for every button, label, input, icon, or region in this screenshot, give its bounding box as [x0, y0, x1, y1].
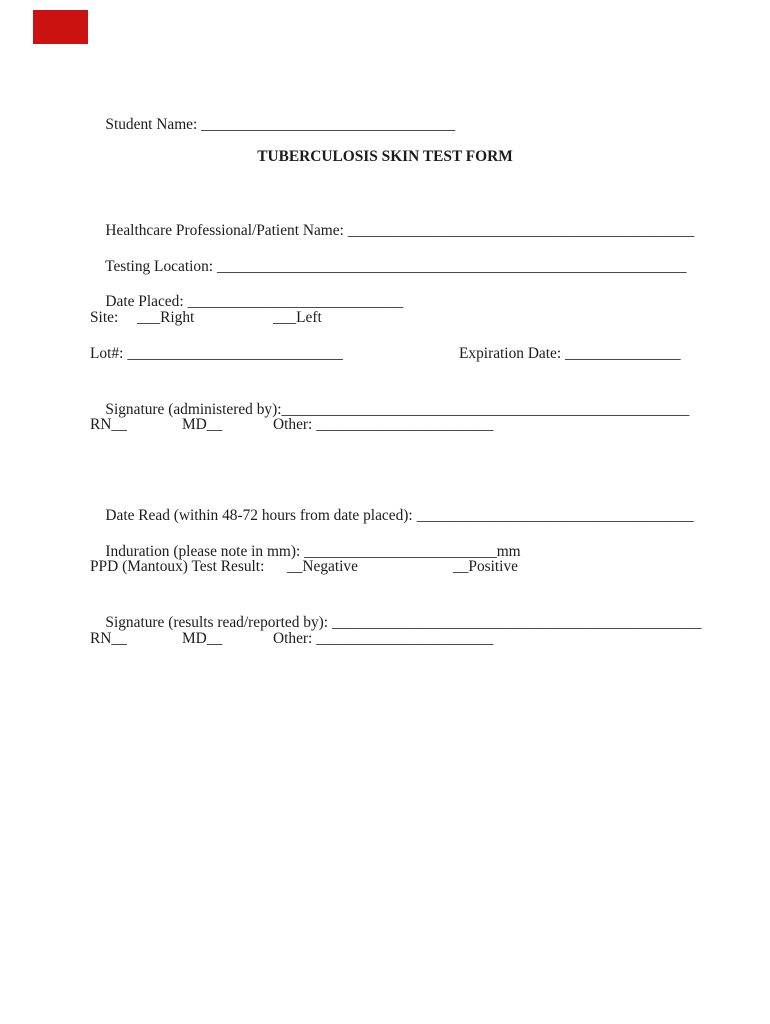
- expiration-date-label: Expiration Date:: [459, 345, 562, 362]
- red-marker-box: [33, 10, 88, 44]
- other-group-1: [273, 415, 493, 435]
- other-blank-1[interactable]: _______________________: [316, 416, 494, 433]
- healthcare-name-label: Healthcare Professional/Patient Name:: [105, 222, 344, 239]
- expiration-group: [459, 344, 681, 364]
- ppd-negative-option[interactable]: __Negative: [287, 558, 358, 575]
- other-label-2: Other:: [273, 630, 313, 647]
- lot-label: Lot#:: [90, 345, 124, 362]
- student-name-row: [90, 95, 710, 155]
- site-right-option[interactable]: ___Right: [137, 309, 195, 326]
- rn-option-1[interactable]: RN__: [90, 416, 127, 433]
- testing-location-blank[interactable]: _____________________________________________________________: [217, 258, 687, 275]
- ppd-result-label: PPD (Mantoux) Test Result:: [90, 558, 265, 575]
- date-placed-label: Date Placed:: [105, 293, 184, 310]
- md-option-2[interactable]: MD__: [182, 630, 223, 647]
- student-name-label: Student Name:: [105, 116, 198, 133]
- ppd-positive-option[interactable]: __Positive: [453, 558, 518, 575]
- date-read-blank[interactable]: ____________________________________: [416, 507, 694, 524]
- site-label: Site:: [90, 309, 119, 326]
- lot-group: [90, 344, 343, 364]
- form-title: TUBERCULOSIS SKIN TEST FORM: [257, 148, 513, 165]
- date-read-label: Date Read (within 48-72 hours from date placed):: [105, 507, 413, 524]
- other-group-2: [273, 629, 493, 649]
- date-placed-blank[interactable]: ____________________________: [187, 293, 404, 310]
- site-left-option[interactable]: ___Left: [273, 309, 322, 326]
- healthcare-name-blank[interactable]: _____________________________________________: [347, 222, 695, 239]
- lot-blank[interactable]: ____________________________: [127, 345, 343, 362]
- testing-location-label: Testing Location:: [105, 258, 214, 275]
- signature-administered-label: Signature (administered by):: [105, 401, 282, 418]
- credentials-row-2: [0, 629, 770, 729]
- induration-mm-suffix: mm: [496, 543, 521, 560]
- signature-results-label: Signature (results read/reported by):: [105, 614, 329, 631]
- induration-label: Induration (please note in mm):: [105, 543, 301, 560]
- other-blank-2[interactable]: _______________________: [316, 630, 494, 647]
- signature-results-blank[interactable]: ________________________________________________: [332, 614, 702, 631]
- rn-option-2[interactable]: RN__: [90, 630, 127, 647]
- student-name-blank[interactable]: _________________________________: [201, 116, 456, 133]
- induration-blank[interactable]: _________________________: [304, 543, 497, 560]
- expiration-date-blank[interactable]: _______________: [565, 345, 681, 362]
- signature-administered-blank[interactable]: _____________________________________________________: [281, 401, 690, 418]
- md-option-1[interactable]: MD__: [182, 416, 223, 433]
- other-label-1: Other:: [273, 416, 313, 433]
